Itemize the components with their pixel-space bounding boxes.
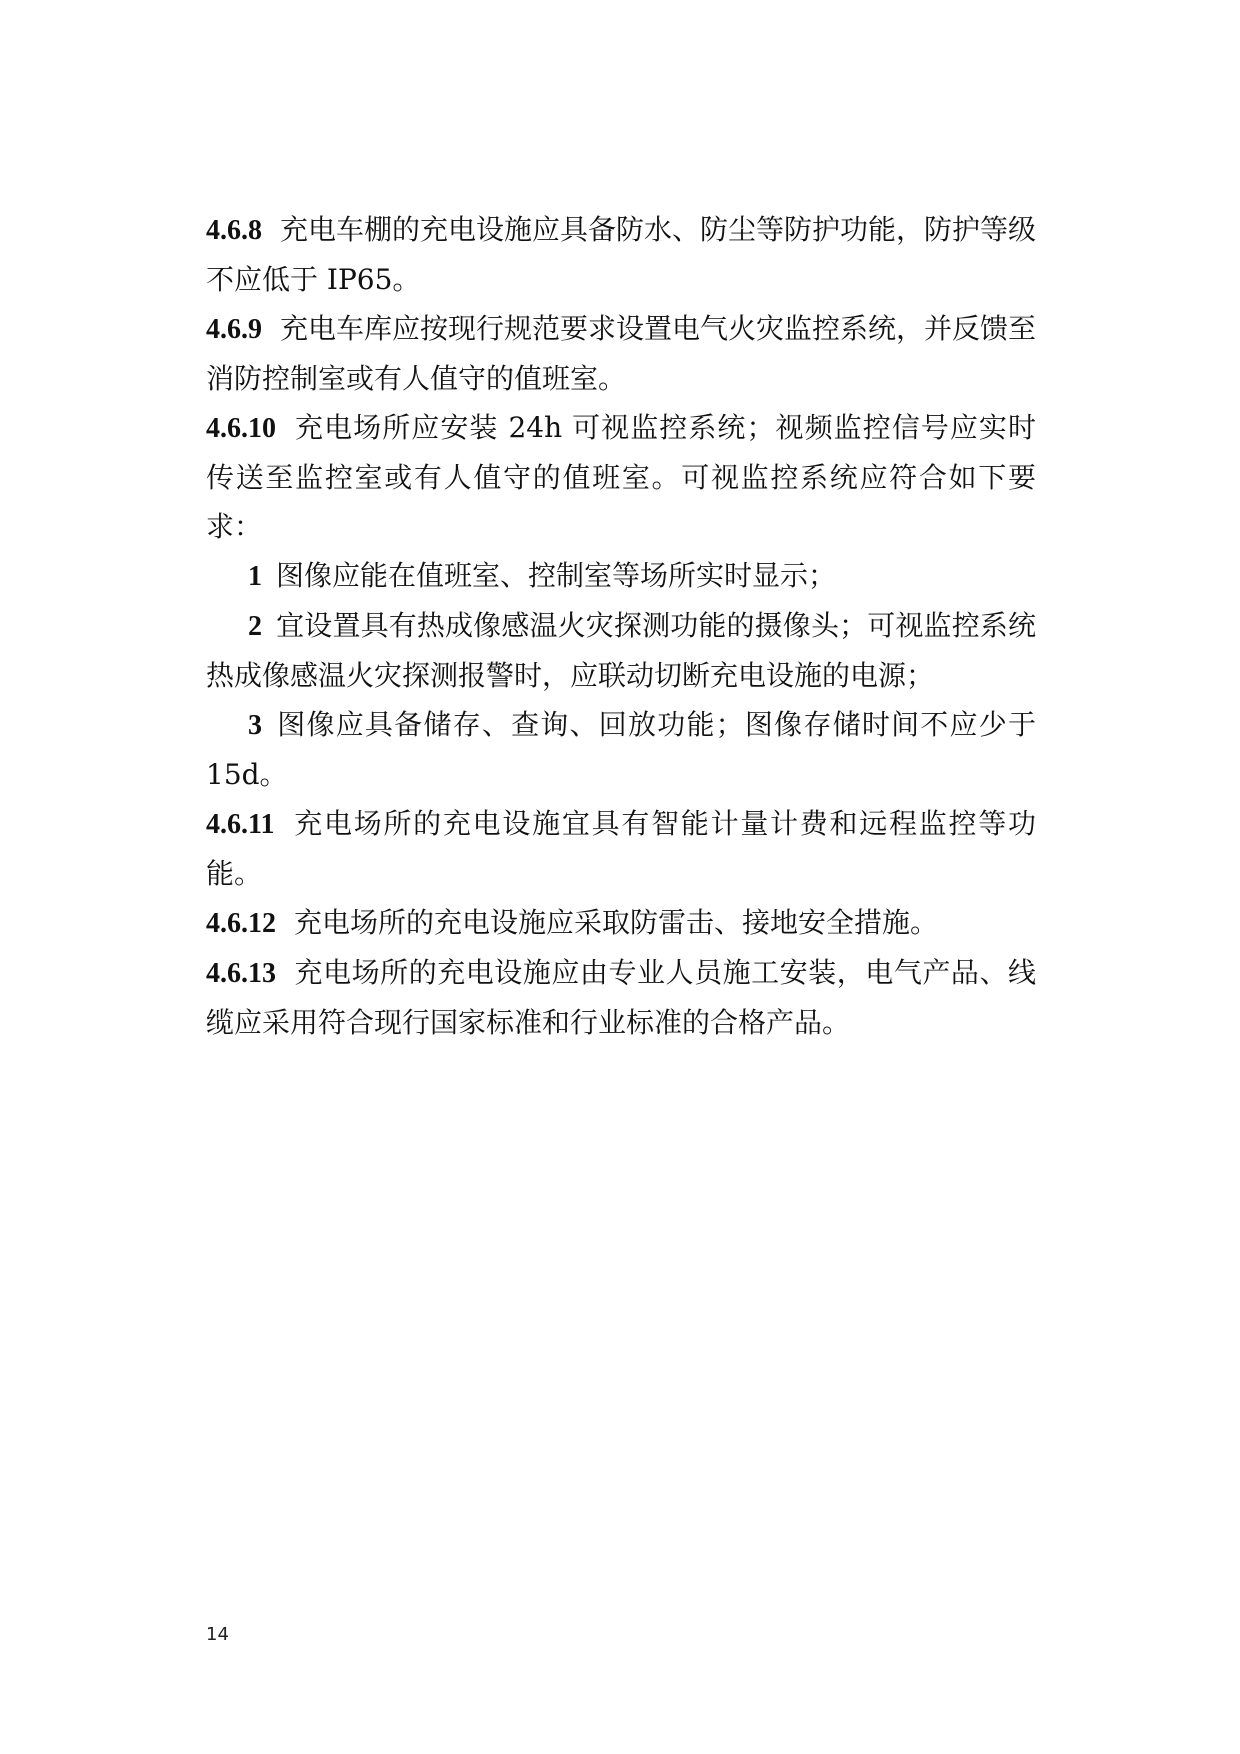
clause-number: 4.6.11 bbox=[206, 809, 275, 840]
clause-text: 充电车棚的充电设施应具备防水、防尘等防护功能，防护等级不应低于 IP65。 bbox=[206, 213, 1037, 296]
clause-4-6-13 bbox=[206, 948, 1036, 1047]
item-text: 图像应具备储存、查询、回放功能；图像存储时间不应少于15d。 bbox=[206, 708, 1036, 791]
clause-4-6-11 bbox=[206, 799, 1036, 898]
item-text: 图像应能在值班室、控制室等场所实时显示； bbox=[276, 559, 837, 592]
clause-number: 4.6.13 bbox=[206, 958, 276, 989]
item-number: 1 bbox=[248, 561, 262, 592]
clause-number: 4.6.9 bbox=[206, 314, 262, 345]
clause-4-6-8 bbox=[206, 205, 1036, 304]
clause-text: 充电场所的充电设施应采取防雷击、接地安全措施。 bbox=[294, 906, 939, 939]
clause-text: 充电场所的充电设施应由专业人员施工安装，电气产品、线缆应采用符合现行国家标准和行业标准的合格产品。 bbox=[206, 956, 1036, 1039]
list-item-2 bbox=[206, 601, 1036, 700]
clause-number: 4.6.12 bbox=[206, 908, 276, 939]
clause-number: 4.6.10 bbox=[206, 413, 276, 444]
clause-text: 充电车库应按现行规范要求设置电气火灾监控系统，并反馈至消防控制室或有人值守的值班室。 bbox=[206, 312, 1037, 395]
item-text: 宜设置具有热成像感温火灾探测功能的摄像头；可视监控系统热成像感温火灾探测报警时，应联动切断充电设施的电源； bbox=[206, 609, 1036, 692]
clause-4-6-10 bbox=[206, 403, 1036, 551]
list-item-1 bbox=[206, 551, 1036, 601]
clause-text: 充电场所的充电设施宜具有智能计量计费和远程监控等功能。 bbox=[206, 807, 1036, 890]
clause-4-6-12 bbox=[206, 898, 1036, 948]
clause-4-6-9 bbox=[206, 304, 1036, 403]
page-number: 14 bbox=[206, 1624, 229, 1645]
clause-text: 充电场所应安装 24h 可视监控系统；视频监控信号应实时传送至监控室或有人值守的值班室。可视监控系统应符合如下要求： bbox=[206, 411, 1036, 543]
clause-number: 4.6.8 bbox=[206, 215, 262, 246]
item-number: 3 bbox=[248, 710, 262, 741]
item-number: 2 bbox=[248, 611, 262, 642]
list-item-3 bbox=[206, 700, 1036, 799]
page-body bbox=[206, 205, 1036, 1047]
